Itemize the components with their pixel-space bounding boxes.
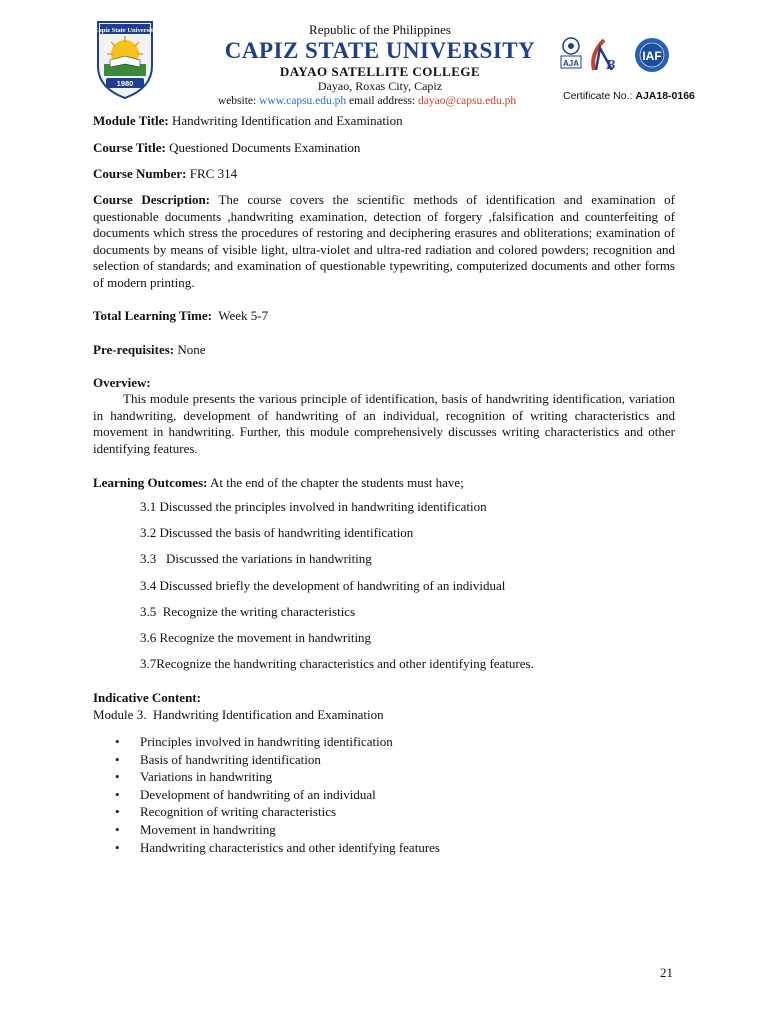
prerequisites-label: Pre-requisites:: [93, 342, 175, 357]
list-item: • Basis of handwriting identification: [115, 751, 321, 767]
aja-logo-icon: [561, 38, 581, 68]
letterhead: [0, 0, 768, 118]
college-address: Dayao, Roxas City, Capiz: [317, 79, 443, 93]
learning-outcomes-line: [93, 475, 675, 492]
college-name: DAYAO SATELLITE COLLEGE: [279, 64, 481, 79]
indicative-content-heading: Indicative Content:: [93, 690, 201, 705]
indicative-content-list: [115, 733, 615, 856]
learning-outcomes-label: Learning Outcomes:: [93, 475, 208, 490]
outcome-item: 3.3 Discussed the variations in handwriting: [140, 551, 372, 566]
outcome-item: 3.7Recognize the handwriting characteristics and other identifying features.: [140, 656, 534, 671]
indicative-module-line: Module 3. Handwriting Identification and Examination: [93, 707, 384, 722]
outcome-item: 3.1 Discussed the principles involved in handwriting identification: [140, 499, 487, 514]
course-title-label: Course Title:: [93, 140, 166, 155]
svg-text:Capiz State University: Capiz State University: [94, 27, 156, 34]
overview-text: This module presents the various principle of identification, basis of handwriting identification, variation in handwriting, development of handwriting of an individual, recognition of writing characteristics and movement in handwriting. Further, this module comprehensively discusses writing characteristics and other identifying features.: [93, 391, 675, 456]
list-item: • Principles involved in handwriting identification: [115, 734, 393, 749]
outcome-item: 3.5 Recognize the writing characteristics: [140, 604, 356, 619]
email-label: email address:: [346, 95, 419, 107]
list-item: • Variations in handwriting: [115, 769, 273, 785]
learning-time-label: Total Learning Time:: [93, 308, 212, 323]
letterhead-text: [200, 22, 560, 109]
svg-text:AJA: AJA: [562, 59, 580, 68]
page-number: 21: [660, 965, 673, 980]
prerequisites-line: [93, 342, 675, 359]
list-item: • Handwriting characteristics and other identifying features: [115, 839, 440, 855]
iaf-logo-icon: [635, 38, 669, 72]
course-title-line: [93, 140, 675, 157]
bullet-icon: •: [115, 751, 120, 767]
list-item: • Recognition of writing characteristics: [115, 804, 337, 820]
bullet-icon: •: [115, 769, 120, 785]
prerequisites-value: None: [174, 342, 206, 357]
bullet-icon: •: [115, 804, 120, 820]
list-item: • Development of handwriting of an individual: [115, 786, 376, 802]
module-title-value: Handwriting Identification and Examination: [168, 113, 403, 128]
overview-heading: Overview:: [93, 375, 151, 390]
bullet-icon: •: [115, 786, 120, 802]
learning-time-line: [93, 308, 675, 325]
learning-time-value: Week 5-7: [211, 308, 269, 323]
bullet-icon: •: [115, 839, 120, 855]
certificate-number: Certificate No.: AJA18-0166: [563, 90, 695, 102]
outcome-item: 3.6 Recognize the movement in handwriting: [140, 630, 372, 645]
website-label: website:: [217, 95, 260, 107]
list-item: • Movement in handwriting: [115, 821, 276, 837]
svg-text:IAF: IAF: [642, 49, 662, 63]
course-description-label: Course Description:: [93, 192, 211, 207]
module-title-label: Module Title:: [93, 113, 169, 128]
jab-logo-icon: [593, 40, 615, 73]
learning-outcomes-intro: At the end of the chapter the students must have;: [207, 475, 464, 490]
bullet-icon: •: [115, 734, 120, 749]
course-title-value: Questioned Documents Examination: [165, 140, 361, 155]
contact-line: [174, 94, 560, 109]
course-number-line: [93, 166, 675, 183]
university-name: CAPIZ STATE UNIVERSITY: [224, 38, 536, 63]
svg-text:B: B: [606, 58, 616, 73]
website-link[interactable]: www.capsu.edu.ph: [259, 95, 347, 107]
course-number-label: Course Number:: [93, 166, 187, 181]
republic-line: Republic of the Philippines: [309, 22, 451, 37]
svg-text:1980: 1980: [116, 79, 134, 88]
email-link[interactable]: dayao@capsu.edu.ph: [418, 95, 517, 107]
course-number-value: FRC 314: [186, 166, 238, 181]
course-description: [93, 192, 675, 292]
module-title-line: [93, 113, 675, 130]
bullet-icon: •: [115, 821, 120, 837]
course-description-text: The course covers the scientific methods of identification and examination of questionable documents ,handwriting examination, detection of forgery ,falsification and counterfeiting of documents which stress the procedures of restoring and deciphering erasures and obliterations; examination of documents by means of visible light, ultra-violet and ultra-red radiation and colored powders; recognition and selection of standards; and examination of questionable typewriting, computerized documents and other forms of modern printing.: [93, 192, 675, 290]
university-seal-logo: [94, 20, 156, 100]
outcome-item: 3.2 Discussed the basis of handwriting identification: [140, 525, 414, 540]
outcome-item: 3.4 Discussed briefly the development of handwriting of an individual: [140, 578, 506, 593]
